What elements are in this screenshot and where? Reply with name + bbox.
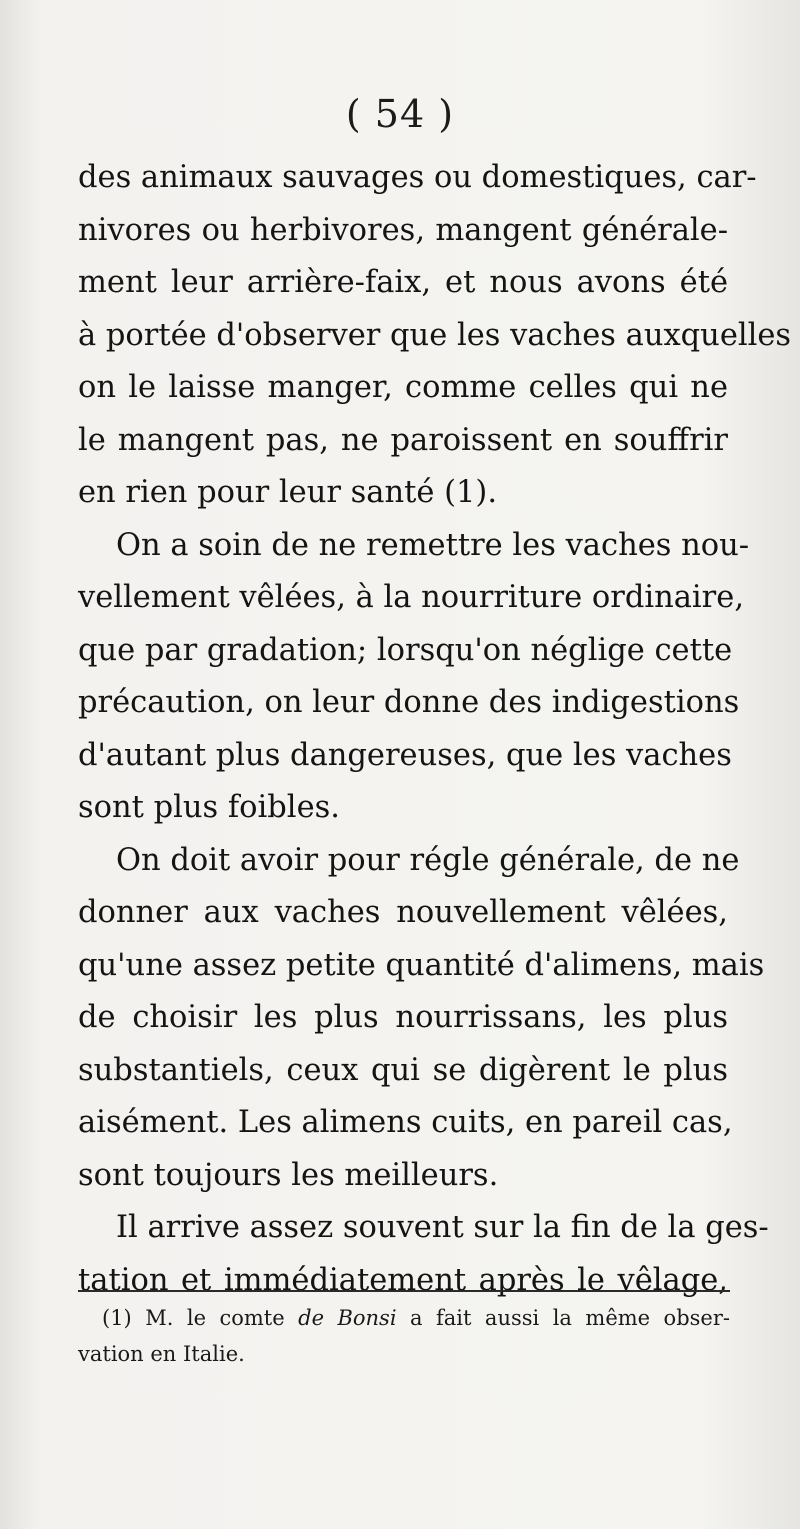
text-line: précaution, on leur donne des indigestions (78, 685, 740, 720)
text-line: en rien pour leur santé (1). (78, 475, 498, 510)
text-line: le mangent pas, ne paroissent en souffrir (78, 422, 728, 458)
page-number: ( 54 ) (345, 92, 455, 136)
footnote-line: vation en Italie. (78, 1342, 245, 1366)
text-line: Il arrive assez souvent sur la fin de la ges- (116, 1210, 769, 1245)
text-line: sont plus foibles. (78, 790, 340, 825)
text-line: On doit avoir pour régle générale, de ne (116, 842, 740, 878)
text-line: vellement vêlées, à la nourriture ordinaire, (78, 580, 745, 615)
text-line: ment leur arrière-faix, et nous avons été (78, 265, 728, 300)
footnote (78, 1300, 730, 1372)
footnote-name: de Bonsi (298, 1306, 397, 1330)
text-line: des animaux sauvages ou domestiques, car- (78, 160, 757, 195)
text-line: nivores ou herbivores, mangent générale- (78, 212, 728, 248)
footnote-rule (78, 1290, 730, 1292)
text-line: aisément. Les alimens cuits, en pareil cas, (78, 1105, 733, 1140)
text-line: qu'une assez petite quantité d'alimens, mais (78, 947, 765, 983)
footnote-line (78, 1300, 730, 1336)
text-line: à portée d'observer que les vaches auxquelles (78, 317, 792, 353)
text-line: On a soin de ne remettre les vaches nou- (116, 527, 750, 563)
text-line: sont toujours les meilleurs. (78, 1157, 499, 1193)
text-line: de choisir les plus nourrissans, les plus (78, 1000, 728, 1035)
footnote-text: a fait aussi la même obser- (396, 1306, 730, 1330)
text-line: que par gradation; lorsqu'on néglige cette (78, 632, 733, 668)
text-line: tation et immédiatement après le vêlage, (78, 1262, 728, 1298)
main-text (78, 152, 792, 1307)
text-line: on le laisse manger, comme celles qui ne (78, 370, 728, 405)
footnote-text: (1) M. le comte (102, 1306, 299, 1330)
text-line: substantiels, ceux qui se digèrent le plus (78, 1052, 728, 1088)
text-line: donner aux vaches nouvellement vêlées, (78, 895, 728, 930)
text-line: d'autant plus dangereuses, que les vaches (78, 737, 732, 773)
